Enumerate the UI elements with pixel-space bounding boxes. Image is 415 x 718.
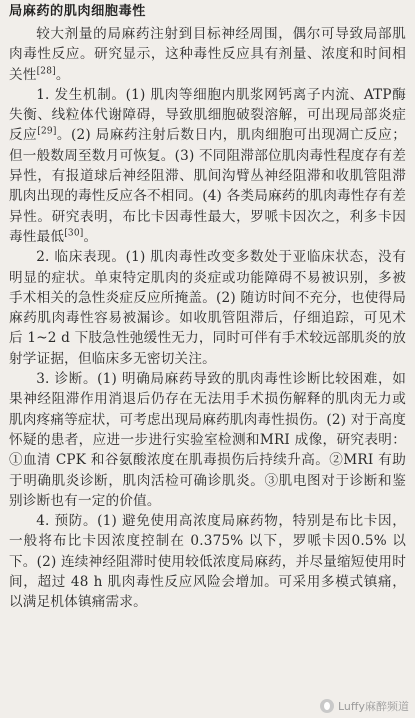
clinical-paragraph: 2. 临床表现。(1) 肌肉毒性改变多数处于亚临床状态，没有明显的症状。单束特定肌肉的炎症或功能障碍不易被识别，多被手术相关的急性炎症反应所掩盖。(2) 随访时间不充分，也使得局麻药肌肉毒性容易被漏诊。如收肌管阻滞后，仔细追踪，可见术后 1~2 d 下肢急性弛缓性无力，同时可伴有手术较远部肌炎的放射学证据，但临床多无密切关注。 — [9, 249, 406, 367]
section-heading: 局麻药的肌肉细胞毒性 — [9, 4, 146, 19]
avatar-icon — [320, 699, 334, 713]
mechanism-tail: 。 — [83, 228, 98, 245]
intro-tail: 。 — [55, 66, 70, 83]
watermark-text: Luffy麻醉频道 — [338, 700, 409, 713]
mechanism-text-b: 。(2) 局麻药注射后数日内，肌肉细胞可出现凋亡反应；但一般数周至数月可恢复。(3) 不同阻滞部位肌肉毒性程度存有差异性，有报道球后神经阻滞、肌间沟臂丛神经阻滞和收肌管阻滞肌肉出现的毒性反应各不相同。(4) 各类局麻药的肌肉毒性存有差异性。研究表明，布比卡因毒性最大，罗哌卡因次之，利多卡因毒性最低 — [9, 127, 406, 245]
mechanism-paragraph — [9, 85, 406, 247]
citation-29: [29] — [37, 126, 57, 137]
citation-28: [28] — [36, 66, 56, 77]
citation-30: [30] — [64, 228, 84, 239]
watermark — [320, 698, 409, 714]
mechanism-text-a: 1. 发生机制。(1) 肌肉等细胞内肌浆网钙离子内流、ATP酶失衡、线粒体代谢障碍，导致肌细胞破裂溶解，可出现局部炎症反应 — [9, 86, 406, 144]
prevention-paragraph: 4. 预防。(1) 避免使用高浓度局麻药物，特别是布比卡因，一般将布比卡因浓度控制在 0.375% 以下，罗哌卡因0.5% 以下。(2) 连续神经阻滞时使用较低浓度局麻药，并尽量缩短使用时间，超过 48 h 肌肉毒性反应风险会增加。可采用多模式镇痛，以满足机体镇痛需求。 — [9, 513, 406, 611]
intro-text: 较大剂量的局麻药注射到目标神经周围，偶尔可导致局部肌肉毒性反应。研究显示，这种毒性反应具有剂量、浓度和时间相关性 — [9, 26, 406, 83]
intro-paragraph — [9, 24, 406, 85]
diagnosis-paragraph: 3. 诊断。(1) 明确局麻药导致的肌肉毒性诊断比较困难，如果神经阻滞作用消退后仍存在无法用手术损伤解释的肌肉无力或肌肉疼痛等症状，可考虑出现局麻药肌肉毒性损伤。(2) 对于高度怀疑的患者，应进一步进行实验室检测和MRI 成像，研究表明：①血清 CPK 和谷氨酸浓度在肌毒损伤后持续升高。②MRI 有助于明确肌炎诊断，肌肉活检可确诊肌炎。③肌电图对于诊断和鉴别诊断也有一定的价值。 — [9, 371, 406, 509]
